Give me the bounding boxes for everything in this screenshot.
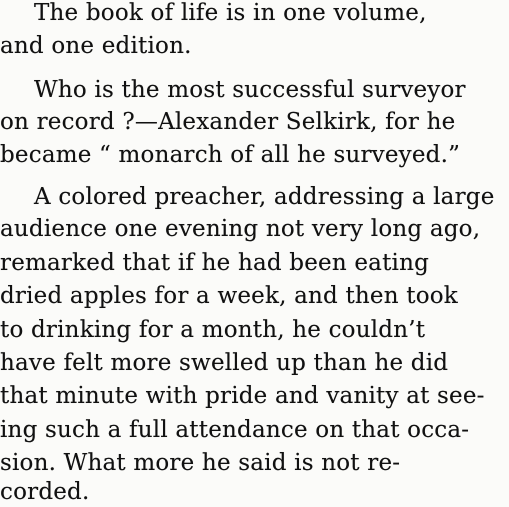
text-line: audience one evening not very long ago, [0, 216, 481, 242]
text-line: corded. [0, 479, 90, 505]
text-line: A colored preacher, addressing a large [34, 184, 495, 210]
text-line: dried apples for a week, and then took [0, 283, 458, 309]
text-line: sion. What more he said is not re- [0, 450, 401, 476]
text-line: Who is the most successful surveyor [34, 77, 466, 103]
text-line: became “ monarch of all he surveyed.” [0, 142, 461, 168]
text-line: on record ?—Alexander Selkirk, for he [0, 109, 456, 135]
text-line: that minute with pride and vanity at see- [0, 383, 485, 409]
text-line: to drinking for a month, he couldn’t [0, 317, 426, 343]
text-line: The book of life is in one volume, [34, 0, 427, 26]
text-line: ing such a full attendance on that occa- [0, 417, 470, 443]
text-line: have felt more swelled up than he did [0, 350, 449, 376]
text-line: and one edition. [0, 33, 192, 59]
text-line: remarked that if he had been eating [0, 250, 430, 276]
